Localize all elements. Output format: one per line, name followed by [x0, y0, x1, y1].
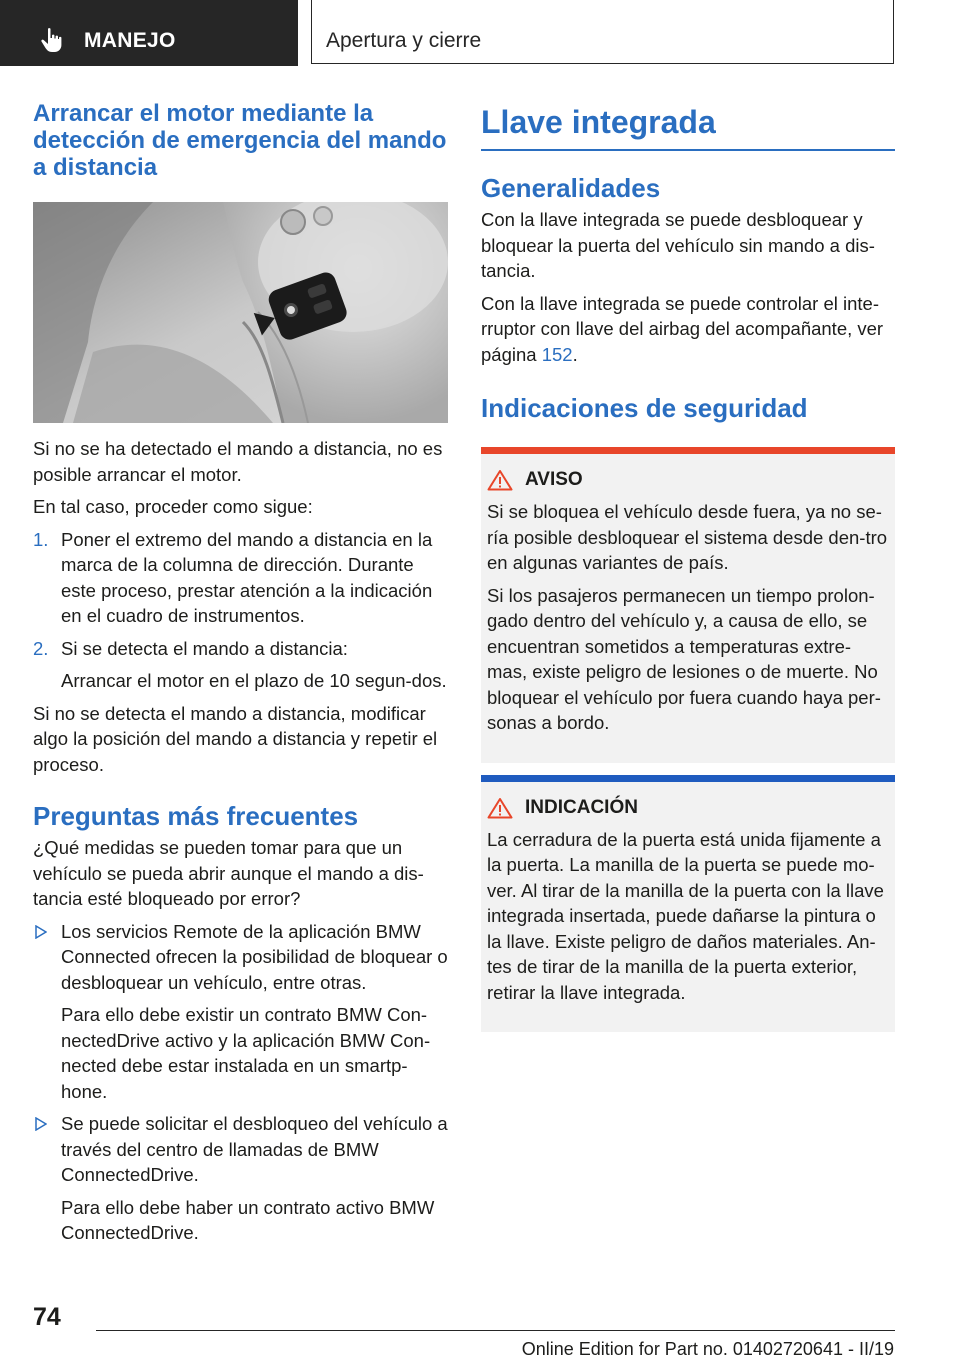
step-sub-text: Arrancar el motor en el plazo de 10 segun-dos.	[61, 670, 447, 691]
step-number: 2.	[33, 637, 49, 659]
chapter-title: Apertura y cierre	[326, 29, 482, 52]
general-text-2-body: Con la llave integrada se puede controlar el inte-rruptor con llave del airbag del acompañante, ver página	[481, 292, 884, 365]
section-tab	[0, 0, 298, 66]
heading-rule	[481, 149, 895, 151]
footer-rule	[96, 1330, 895, 1331]
warning-triangle-icon	[487, 797, 513, 819]
chapter-box	[311, 0, 894, 64]
procedure-steps	[33, 527, 448, 694]
safety-heading: Indicaciones de seguridad	[481, 393, 808, 423]
steering-column-image	[33, 202, 448, 423]
warning-bar	[481, 447, 895, 454]
right-column	[481, 104, 895, 1032]
faq-list	[33, 919, 448, 1246]
general-text-1: Con la llave integrada se puede desbloquear y bloquear la puerta del vehículo sin mando a dis-tancia.	[481, 209, 875, 281]
list-item	[33, 527, 448, 629]
faq-question: ¿Qué medidas se pueden tomar para que un vehículo se pueda abrir aunque el mando a dis-tancia esté bloqueado por error?	[33, 837, 424, 909]
page-link[interactable]: 152	[541, 343, 573, 365]
left-column	[33, 100, 448, 1253]
notice-text: La cerradura de la puerta está unida fijamente a la puerta. La manilla de la puerta se puede mo-ver. Al tirar de la manilla de la puerta con la llave integrada insertada, puede dañarse la pintura o la llave. Existe peligro de daños materiales. An-tes de tirar de la manilla de la puerta exterior, retirar la llave integrada.	[487, 828, 884, 1003]
faq-answer-text: Se puede solicitar el desbloqueo del vehículo a través del centro de llamadas de BMW ConnectedDrive.	[61, 1113, 448, 1185]
edition-info: Online Edition for Part no. 01402720641 - II/19	[521, 1339, 894, 1359]
list-item	[33, 1111, 448, 1246]
faq-heading: Preguntas más frecuentes	[33, 801, 359, 831]
warning-triangle-icon	[487, 469, 513, 491]
step-text: Poner el extremo del mando a distancia en la marca de la columna de dirección. Durante este proceso, prestar atención a la indicación en el cuadro de instrumentos.	[61, 528, 433, 626]
general-text-2	[481, 291, 895, 368]
warning-title: AVISO	[525, 469, 583, 490]
step-text: Si se detecta el mando a distancia:	[61, 637, 348, 659]
page-header	[0, 0, 960, 66]
hand-pointer-icon	[40, 27, 64, 53]
warning-box	[481, 447, 895, 763]
list-item	[33, 636, 448, 694]
faq-answer-sub: Para ello debe haber un contrato activo BMW ConnectedDrive.	[61, 1196, 435, 1243]
warning-text-1: Si se bloquea el vehículo desde fuera, ya no se-ría posible desbloquear el sistema desde den-tro en algunas variantes de país.	[487, 501, 888, 573]
general-heading: Generalidades	[481, 173, 661, 203]
section-title: MANEJO	[84, 29, 176, 52]
page-number: 74	[33, 1303, 61, 1331]
retry-text: Si no se detecta el mando a distancia, modificar algo la posición del mando a distancia y repetir el proceso.	[33, 702, 438, 775]
warning-title-row	[487, 469, 888, 491]
step-number: 1.	[33, 528, 49, 550]
general-text-2-end: .	[572, 343, 578, 365]
emergency-start-heading: Arrancar el motor mediante la detección de emergencia del mando a distancia	[33, 100, 447, 181]
notice-bar	[481, 775, 895, 782]
notice-box	[481, 775, 895, 1033]
triangle-bullet-icon	[35, 925, 47, 939]
integrated-key-heading: Llave integrada	[481, 104, 716, 140]
no-remote-detected-text: Si no se ha detectado el mando a distancia, no es posible arrancar el motor.	[33, 438, 443, 485]
procedure-intro: En tal caso, proceder como sigue:	[33, 496, 313, 517]
list-item	[33, 919, 448, 1105]
faq-answer-text: Los servicios Remote de la aplicación BMW Connected ofrecen la posibilidad de bloquear o desbloquear un vehículo, entre otras.	[61, 920, 448, 993]
notice-title: INDICACIÓN	[525, 796, 638, 818]
triangle-bullet-icon	[35, 1117, 47, 1131]
faq-answer-sub: Para ello debe existir un contrato BMW Con-nectedDrive activo y la aplicación BMW Con-nected debe estar instalada en un smartp-hone.	[61, 1004, 431, 1102]
notice-title-row	[487, 797, 888, 819]
warning-text-2: Si los pasajeros permanecen un tiempo prolon-gado dentro del vehículo y, a causa de ello, se encuentran sometidos a temperaturas extre-mas, existe peligro de lesiones o de muerte. No bloquear el vehículo por fuera cuando haya per-sonas a bordo.	[487, 584, 881, 733]
